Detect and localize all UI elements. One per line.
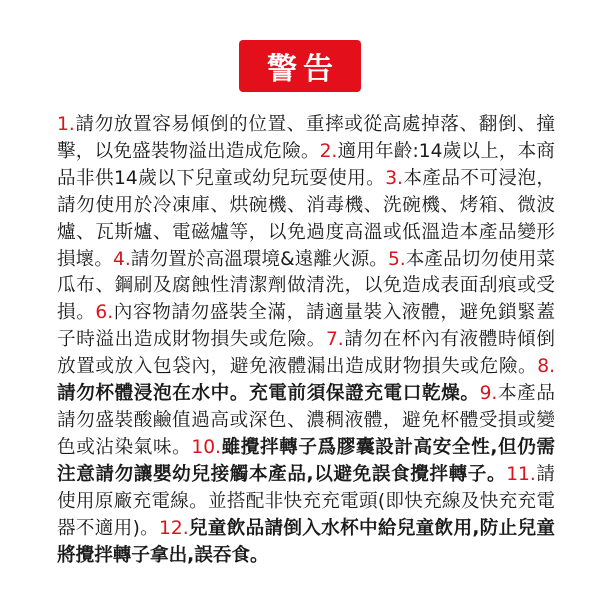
item-number-12: 12. <box>159 517 189 539</box>
item-text-4: 請勿置於高溫環境&遠離火源。 <box>130 248 388 270</box>
item-number-8: 8. <box>537 356 555 378</box>
item-number-3: 3. <box>385 167 403 189</box>
item-number-7: 7. <box>325 329 344 351</box>
item-number-2: 2. <box>319 140 338 162</box>
item-number-9: 9. <box>479 383 498 405</box>
item-text-6: 內容物請勿盛裝全滿，請適量裝入液體，避免鎖緊蓋子時溢出造成財物損失或危險。 <box>57 302 555 351</box>
item-number-1: 1. <box>57 114 75 135</box>
item-text-1: 請勿放置容易傾倒的位置、重摔或從高處掉落、翻倒、撞擊，以免盛裝物溢出造成危險。 <box>57 114 555 162</box>
item-text-5: 本產品切勿使用菜瓜布、鋼刷及腐蝕性清潔劑做清洗，以免造成表面刮痕或受損。 <box>57 248 555 324</box>
item-number-4: 4. <box>112 248 131 270</box>
item-number-10: 10. <box>191 436 221 458</box>
item-text-7: 請勿在杯內有液體時傾倒放置或放入包袋內，避免液體漏出造成財物損失或危險。 <box>57 329 555 378</box>
item-text-8: 請勿杯體浸泡在水中。充電前須保證充電口乾燥。 <box>57 383 480 405</box>
warning-title: 警告 <box>267 52 339 87</box>
item-text-11: 請使用原廠充電線。並搭配非快充充電頭(即快充線及快充充電器不適用)。 <box>57 463 555 539</box>
item-text-9: 本產品請勿盛裝酸鹼值過高或深色、濃稠液體，避免杯體受損或變色或沾染氣味。 <box>57 383 555 458</box>
warning-title-badge <box>239 40 361 92</box>
item-number-5: 5. <box>387 248 406 270</box>
item-number-11: 11. <box>506 463 536 485</box>
item-text-12: 兒童飲品請倒入水杯中給兒童飲用,防止兒童將攪拌轉子拿出,誤吞食。 <box>57 517 555 566</box>
warning-notice-text <box>57 112 555 569</box>
item-text-10: 雖攪拌轉子爲膠囊設計高安全性,但仍需注意請勿讓嬰幼兒接觸本產品,以避免誤食攪拌轉子。 <box>57 436 555 485</box>
item-text-2: 適用年齡:14歲以上，本商品非供14歲以下兒童或幼兒玩耍使用。 <box>57 140 555 189</box>
item-text-3: 本產品不可浸泡，請勿使用於冷凍庫、烘碗機、消毒機、洗碗機、烤箱、微波爐、瓦斯爐、電磁爐等，以免過度高溫或低溫造本產品變形損壞。 <box>57 167 555 270</box>
item-number-6: 6. <box>95 302 114 324</box>
